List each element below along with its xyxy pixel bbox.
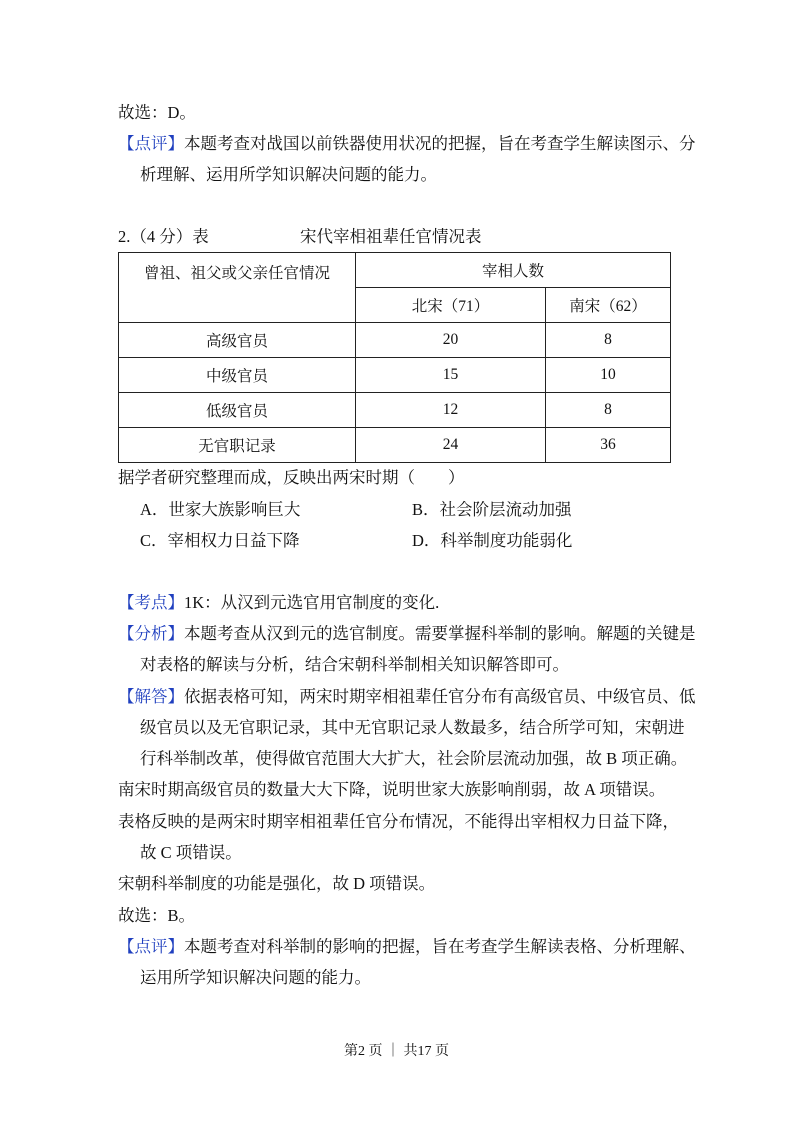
jieda: [118, 687, 696, 707]
row-label: 低级官员: [119, 393, 356, 428]
cell-north: 15: [356, 358, 546, 393]
kaodian: [118, 593, 439, 613]
jieda-tag: 【解答】: [118, 687, 184, 706]
subheader-north: 北宋（71）: [356, 288, 546, 323]
table-title: 宋代宰相祖辈任官情况表: [300, 227, 482, 246]
row-label: 无官职记录: [119, 428, 356, 463]
question-number: 2.（4 分）表: [118, 227, 209, 246]
page-footer: 第2 页 ｜ 共17 页: [344, 1044, 449, 1059]
row-label: 高级官员: [119, 323, 356, 358]
dianping-text: 本题考查对科举制的影响的把握，旨在考查学生解读表格、分析理解、: [184, 937, 696, 956]
jieda-text: 依据表格可知，两宋时期宰相祖辈任官分布有高级官员、中级官员、低: [184, 687, 696, 706]
dianping: [118, 937, 696, 957]
fenxi-cont: 对表格的解读与分析，结合宋朝科举制相关知识解答即可。: [140, 655, 569, 674]
option-b: B．社会阶层流动加强: [412, 500, 572, 519]
table-row: [119, 323, 671, 358]
jieda-cont-1: 级官员以及无官职记录，其中无官职记录人数最多，结合所学可知，宋朝进: [140, 718, 685, 737]
cell-north: 12: [356, 393, 546, 428]
prev-answer: 故选：D。: [118, 103, 196, 122]
table-row: [119, 428, 671, 463]
analysis-c: 表格反映的是两宋时期宰相祖辈任官分布情况，不能得出宰相权力日益下降，: [118, 812, 679, 831]
comment-tag: 【点评】: [118, 134, 184, 153]
final-answer: 故选：B。: [118, 906, 196, 925]
cell-north: 20: [356, 323, 546, 358]
kaodian-text: 1K：从汉到元选官用官制度的变化.: [184, 593, 440, 612]
analysis-c-cont: 故 C 项错误。: [140, 843, 242, 862]
table-row: [119, 358, 671, 393]
header-col1: 曾祖、祖父或父亲任官情况: [119, 253, 356, 323]
dianping-tag: 【点评】: [118, 937, 184, 956]
comment-text: 本题考查对战国以前铁器使用状况的把握，旨在考查学生解读图示、分: [184, 134, 696, 153]
fenxi-text: 本题考查从汉到元的选官制度。需要掌握科举制的影响。解题的关键是: [184, 624, 696, 643]
jieda-cont-2: 行科举制改革，使得做官范围大大扩大，社会阶层流动加强，故 B 项正确。: [140, 749, 688, 768]
prev-comment: [118, 134, 696, 154]
analysis-a: 南宋时期高级官员的数量大大下降，说明世家大族影响削弱，故 A 项错误。: [118, 780, 666, 799]
fenxi-tag: 【分析】: [118, 624, 184, 643]
row-label: 中级官员: [119, 358, 356, 393]
kaodian-tag: 【考点】: [118, 593, 184, 612]
cell-south: 8: [546, 393, 671, 428]
option-d: D．科举制度功能弱化: [412, 531, 573, 550]
cell-south: 8: [546, 323, 671, 358]
option-a: A．世家大族影响巨大: [140, 500, 301, 519]
cell-south: 36: [546, 428, 671, 463]
table-row: [119, 393, 671, 428]
prev-comment-cont: 析理解、运用所学知识解决问题的能力。: [140, 165, 437, 184]
analysis-d: 宋朝科举制度的功能是强化，故 D 项错误。: [118, 874, 436, 893]
cell-north: 24: [356, 428, 546, 463]
option-c: C．宰相权力日益下降: [140, 531, 300, 550]
cell-south: 10: [546, 358, 671, 393]
data-table: [118, 252, 671, 463]
question-stem: 据学者研究整理而成，反映出两宋时期（ ）: [118, 468, 465, 487]
header-group: 宰相人数: [356, 253, 671, 288]
dianping-cont: 运用所学知识解决问题的能力。: [140, 968, 371, 987]
fenxi: [118, 624, 696, 644]
subheader-south: 南宋（62）: [546, 288, 671, 323]
